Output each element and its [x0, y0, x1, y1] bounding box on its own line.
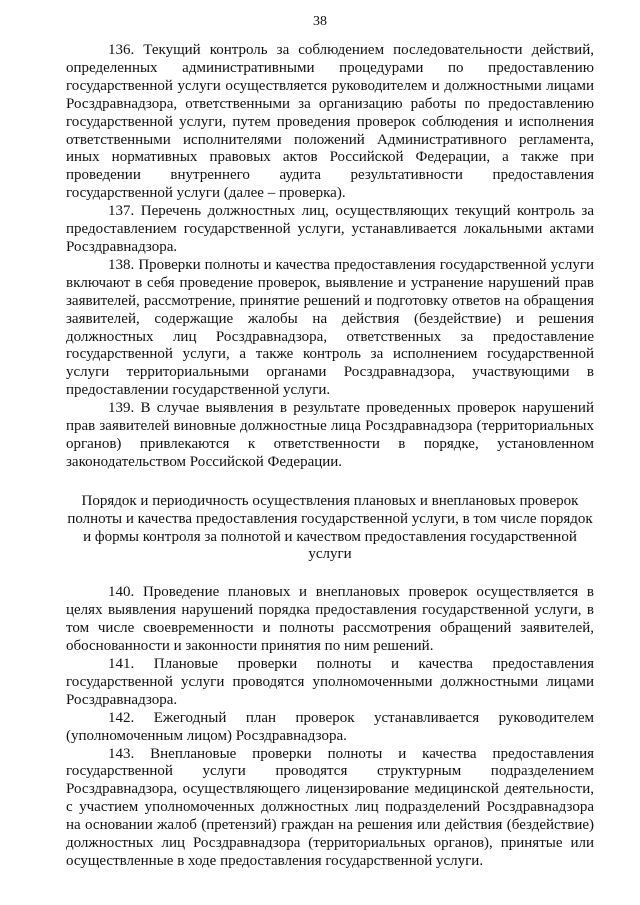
paragraph-137: 137. Перечень должностных лиц, осуществляющих текущий контроль за предоставлением государственной услуги, устанавливается локальными актами Росздравнадзора. — [66, 203, 594, 255]
section-heading: Порядок и периодичность осуществления плановых и внеплановых проверок полноты и качества предоставления государственной услуги, в том числе порядок и формы контроля за полнотой и качеством предоставления государственной услуги — [67, 492, 593, 563]
paragraph-138: 138. Проверки полноты и качества предоставления государственной услуги включают в себя проведение проверок, выявление и устранение нарушений прав заявителей, рассмотрение, принятие решений и подготовку ответов на обращения заявителей, содержащие жалобы на действия (бездействие) и решения должностных лиц Росздравнадзора, ответственных за предоставление государственной услуги, а также контроль за исполнением государственной услуги территориальными органами Росздравнадзора, участвующими в предоставлении государственной услуги. — [66, 256, 594, 399]
paragraph-140: 140. Проведение плановых и внеплановых проверок осуществляется в целях выявления нарушений порядка предоставления государственной услуги, в том числе своевременности и полноты рассмотрения обращений заявителей, обоснованности и законности принятия по ним решений. — [66, 584, 594, 655]
paragraph-139: 139. В случае выявления в результате проведенных проверок нарушений прав заявителей виновные должностные лица Росздравнадзора (территориальных органов) привлекаются к ответственности в порядке, установленном законодательством Российской Федерации. — [66, 400, 594, 470]
page-number: 38 — [313, 14, 327, 29]
paragraph-141: 141. Плановые проверки полноты и качества предоставления государственной услуги проводятся уполномоченными должностными лицами Росздравнадзора. — [66, 656, 594, 708]
paragraph-143: 143. Внеплановые проверки полноты и качества предоставления государственной услуги проводятся структурным подразделением Росздравнадзора, осуществляющего лицензирование медицинской деятельности, с участием уполномоченных должностных лиц подразделений Росздравнадзора на основании жалоб (претензий) граждан на решения или действия (бездействие) должностных лиц Росздравнадзора (территориальных органов), принятые или осуществленные в ходе предоставления государственной услуги. — [66, 745, 594, 869]
paragraph-142: 142. Ежегодный план проверок устанавливается руководителем (уполномоченным лицом) Росздравнадзора. — [66, 709, 594, 744]
document-body — [66, 42, 594, 871]
paragraph-136: 136. Текущий контроль за соблюдением последовательности действий, определенных административными процедурами по предоставлению государственной услуги осуществляется руководителем и должностными лицами Росздравнадзора, ответственными за организацию работы по предоставлению государственной услуги, путем проведения проверок соблюдения и исполнения ответственными исполнителями положений Административного регламента, иных нормативных правовых актов Российской Федерации, а также при проведении внутреннего аудита результативности предоставления государственной услуги (далее – проверка). — [66, 42, 594, 202]
